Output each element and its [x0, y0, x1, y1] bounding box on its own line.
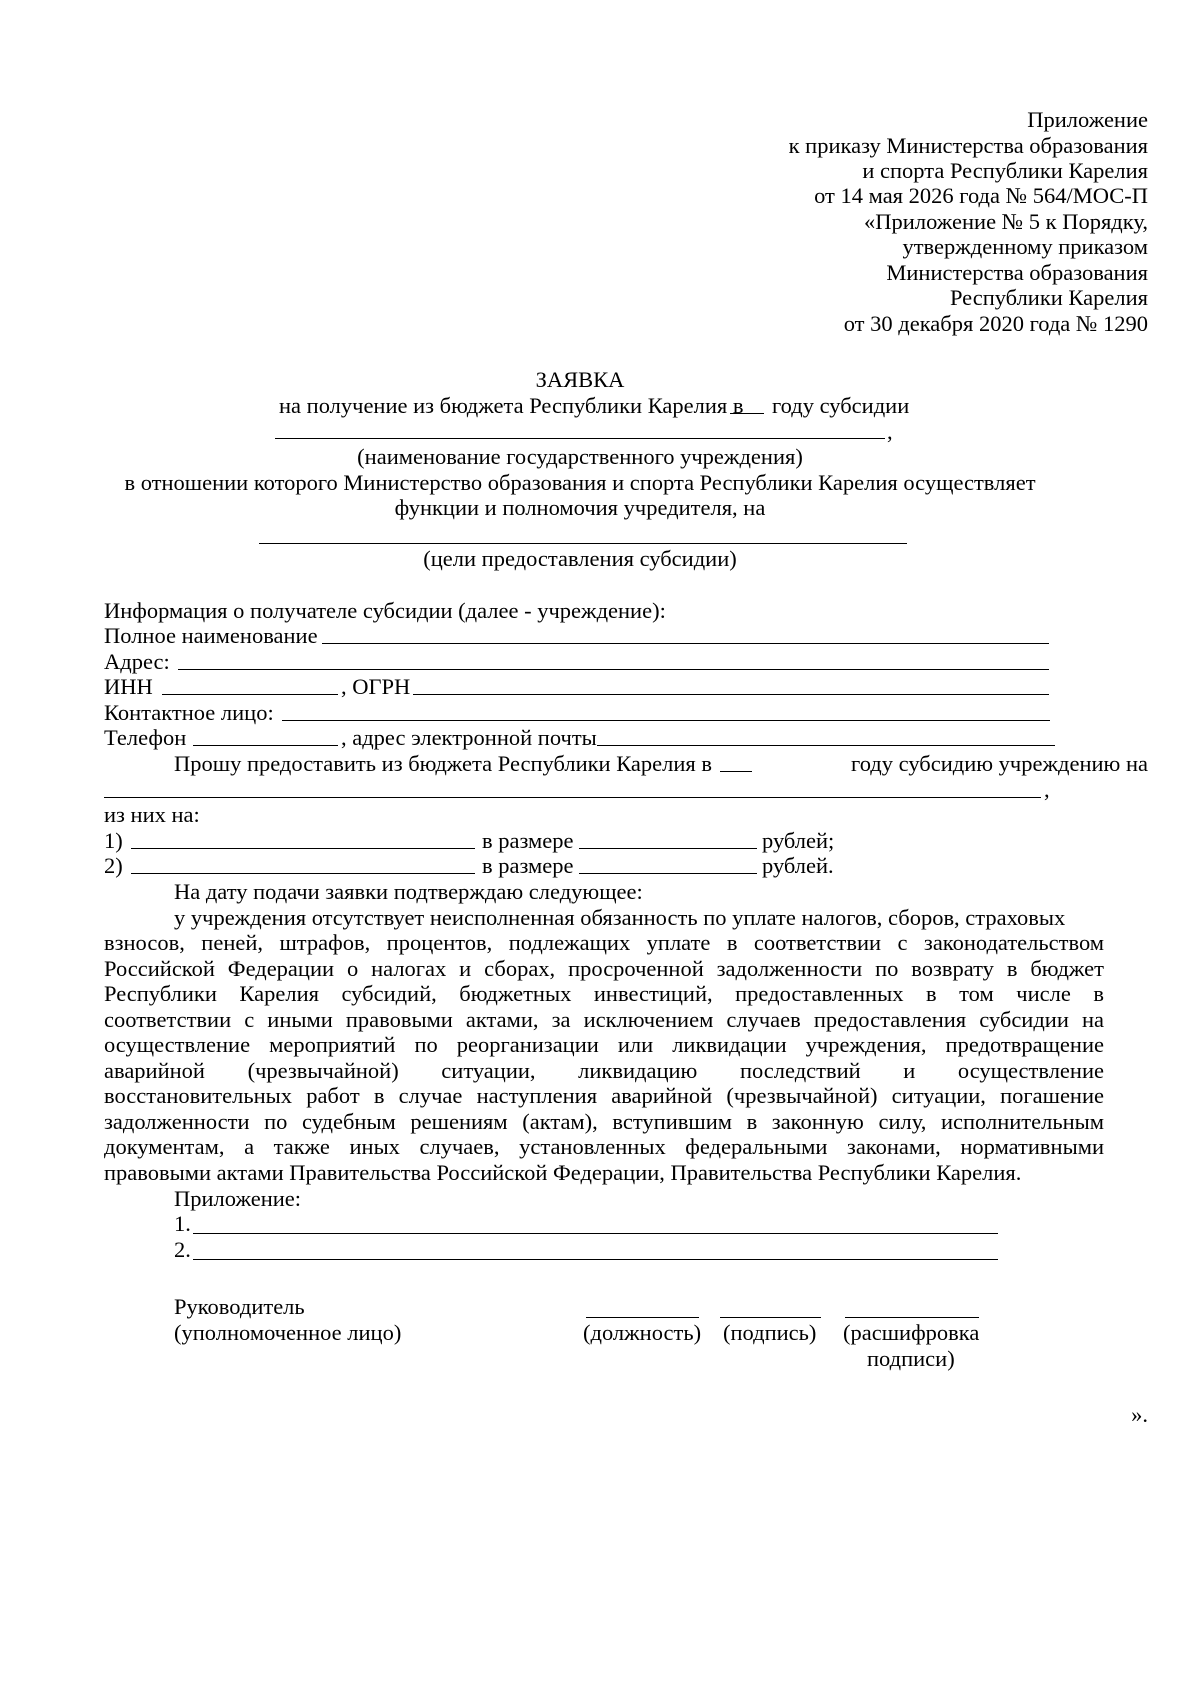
- attachment-2-number: 2.: [174, 1237, 191, 1262]
- decode-caption-2: подписи): [867, 1346, 955, 1371]
- item-2-rubles: рублей.: [762, 853, 834, 878]
- contact-label: Контактное лицо:: [104, 700, 274, 725]
- confirm-paragraph-last-line: правовыми актами Правительства Российской Федерации, Правительства Республики Карелия.: [104, 1160, 1022, 1185]
- ogrn-label: , ОГРН: [341, 674, 411, 699]
- confirm-intro: На дату подачи заявки подтверждаю следующее:: [174, 879, 643, 904]
- confirm-paragraph-line: у учреждения отсутствует неисполненная обязанность по уплате налогов, сборов, страховых: [174, 905, 1066, 930]
- phone-field[interactable]: [193, 745, 338, 746]
- item-2-amount-label: в размере: [482, 853, 574, 878]
- request-line-a: Прошу предоставить из бюджета Республики Карелия в: [174, 751, 713, 776]
- head-sublabel: (уполномоченное лицо): [174, 1320, 402, 1345]
- attachments-label: Приложение:: [174, 1186, 302, 1211]
- attachment-1-field[interactable]: [193, 1233, 998, 1234]
- confirm-paragraph-line: задолженности по судебным решениям (актам), вступившим в законную силу, исполнительным: [104, 1109, 1104, 1134]
- header-line: и спорта Республики Карелия: [862, 158, 1148, 183]
- request-comma: ,: [1044, 777, 1050, 802]
- header-line: «Приложение № 5 к Порядку,: [864, 209, 1148, 234]
- subsidy-goals-blank[interactable]: [259, 543, 907, 544]
- title-comma: ,: [887, 419, 893, 444]
- attachment-1-number: 1.: [174, 1211, 191, 1236]
- head-label: Руководитель: [174, 1294, 305, 1319]
- address-label: Адрес:: [104, 649, 170, 674]
- header-line: Республики Карелия: [949, 285, 1148, 310]
- item-2-purpose-field[interactable]: [131, 873, 475, 874]
- item-1-rubles: рублей;: [762, 828, 835, 853]
- signature-field[interactable]: [720, 1317, 821, 1318]
- of-them-label: из них на:: [104, 802, 200, 827]
- decode-caption-1: (расшифровка: [843, 1320, 980, 1345]
- contact-field[interactable]: [282, 720, 1050, 721]
- item-1-purpose-field[interactable]: [131, 848, 475, 849]
- year-blank-2[interactable]: [720, 771, 752, 772]
- header-line: утвержденному приказом: [902, 234, 1148, 259]
- institution-caption: (наименование государственного учреждения): [357, 444, 803, 469]
- goals-caption: (цели предоставления субсидии): [423, 546, 737, 571]
- title-line-3: в отношении которого Министерство образования и спорта Республики Карелия осуществляет: [124, 470, 1036, 495]
- confirm-paragraph-line: аварийной (чрезвычайной) ситуации, ликвидацию последствий и осуществление: [104, 1058, 1104, 1083]
- document-title: ЗАЯВКА: [535, 367, 625, 392]
- title-line-4: функции и полномочия учредителя, на: [394, 495, 766, 520]
- inn-label: ИНН: [104, 674, 153, 699]
- ogrn-field[interactable]: [413, 694, 1049, 695]
- title-line-1a: на получение из бюджета Республики Карелия в: [279, 393, 744, 418]
- address-field[interactable]: [178, 669, 1049, 670]
- signature-caption: (подпись): [723, 1320, 817, 1345]
- item-2-amount-field[interactable]: [579, 873, 757, 874]
- signature-decode-field[interactable]: [845, 1317, 979, 1318]
- header-line: к приказу Министерства образования: [788, 133, 1148, 158]
- inn-field[interactable]: [162, 694, 338, 695]
- phone-label: Телефон: [104, 725, 187, 750]
- header-line: от 30 декабря 2020 года № 1290: [843, 311, 1148, 336]
- email-label: , адрес электронной почты: [341, 725, 597, 750]
- item-1-amount-field[interactable]: [579, 848, 757, 849]
- confirm-paragraph-line: взносов, пеней, штрафов, процентов, подлежащих уплате в соответствии с законодательством: [104, 930, 1104, 955]
- confirm-paragraph-line: соответствии с иными правовыми актами, за исключением случаев предоставления субсидии на: [104, 1007, 1104, 1032]
- email-field[interactable]: [597, 745, 1055, 746]
- confirm-paragraph-line: документам, а также иных случаев, установленных федеральными законами, нормативными: [104, 1134, 1104, 1159]
- full-name-field[interactable]: [322, 643, 1049, 644]
- position-field[interactable]: [586, 1317, 699, 1318]
- item-1-amount-label: в размере: [482, 828, 574, 853]
- info-heading: Информация о получателе субсидии (далее - учреждение):: [104, 598, 666, 623]
- request-line-b: году субсидию учреждению на: [851, 751, 1148, 776]
- confirm-paragraph-line: Российской Федерации о налогах и сборах, просроченной задолженности по возврату в бюджет: [104, 956, 1104, 981]
- item-2-number: 2): [104, 853, 123, 878]
- year-blank-1[interactable]: [730, 413, 764, 414]
- header-line: от 14 мая 2026 года № 564/МОС-П: [814, 183, 1148, 208]
- request-purpose-blank[interactable]: [104, 797, 1041, 798]
- confirm-paragraph-line: Республики Карелия субсидий, бюджетных инвестиций, предоставленных в том числе в: [104, 981, 1104, 1006]
- position-caption: (должность): [583, 1320, 702, 1345]
- title-line-1b: году субсидии: [772, 393, 910, 418]
- attachment-2-field[interactable]: [193, 1259, 998, 1260]
- closing-quote: ».: [1131, 1402, 1148, 1427]
- item-1-number: 1): [104, 828, 123, 853]
- header-line: Министерства образования: [886, 260, 1148, 285]
- full-name-label: Полное наименование: [104, 623, 318, 648]
- confirm-paragraph-line: осуществление мероприятий по реорганизации или ликвидации учреждения, предотвращение: [104, 1032, 1104, 1057]
- institution-name-blank[interactable]: [275, 438, 885, 439]
- header-line: Приложение: [1027, 107, 1148, 132]
- confirm-paragraph-line: восстановительных работ в случае наступления аварийной (чрезвычайной) ситуации, погашение: [104, 1083, 1104, 1108]
